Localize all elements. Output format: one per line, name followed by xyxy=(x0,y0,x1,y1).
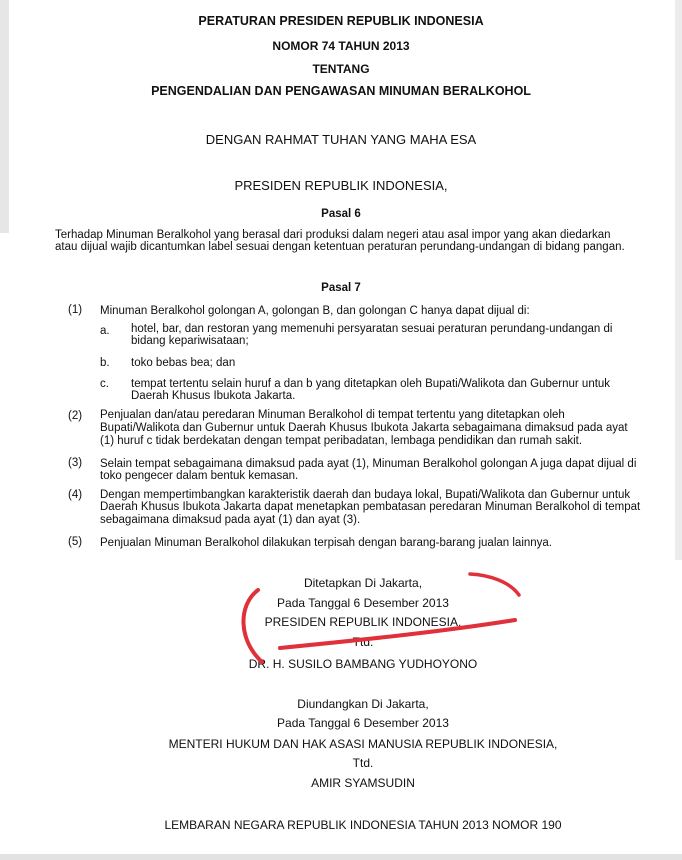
paragraph-2-line-2: Bupati/Walikota dan Gubernur untuk Daerah Khusus Ibukota Jakarta sebagaimana dimaksud pada ayat xyxy=(100,422,628,434)
signature-ttd: Ttd. xyxy=(352,635,374,649)
promulgation-ttd: Ttd. xyxy=(352,756,374,770)
item-c-line-2: Daerah Khusus Ibukota Jakarta. xyxy=(131,390,296,402)
title-line-1: PERATURAN PRESIDEN REPUBLIK INDONESIA xyxy=(198,14,484,28)
promulgation-office: MENTERI HUKUM DAN HAK ASASI MANUSIA REPUBLIK INDONESIA, xyxy=(168,737,558,751)
signature-date: Pada Tanggal 6 Desember 2013 xyxy=(277,596,449,610)
item-a-line-1: hotel, bar, dan restoran yang memenuhi persyaratan sesuai peraturan perundang-undangan di xyxy=(131,323,613,335)
item-a-line-2: bidang kepariwisataan; xyxy=(131,335,249,347)
paragraph-4-line-2: Daerah Khusus Ibukota Jakarta dapat menetapkan pembatasan peredaran Minuman Beralkohol di tempat xyxy=(100,501,641,513)
signature-office: PRESIDEN REPUBLIK INDONESIA, xyxy=(264,615,462,629)
paragraph-3-number: (3) xyxy=(68,457,83,469)
paragraph-2-line-1: Penjualan dan/atau peredaran Minuman Beralkohol di tempat tertentu yang ditetapkan oleh xyxy=(100,409,565,421)
item-b-line-1: toko bebas bea; dan xyxy=(131,357,236,369)
bottom-strip xyxy=(0,854,682,860)
paragraph-2-line-3: (1) huruf c tidak berdekatan dengan tempat peribadatan, lembaga pendidikan dan rumah sakit. xyxy=(100,435,583,447)
title-line-2: NOMOR 74 TAHUN 2013 xyxy=(272,39,410,53)
title-line-4: PENGENDALIAN DAN PENGAWASAN MINUMAN BERALKOHOL xyxy=(151,84,531,98)
gazette-footer: LEMBARAN NEGARA REPUBLIK INDONESIA TAHUN 2013 NOMOR 190 xyxy=(164,818,562,832)
paragraph-4-number: (4) xyxy=(68,489,83,501)
paragraph-2-number: (2) xyxy=(68,410,83,422)
promulgation-date: Pada Tanggal 6 Desember 2013 xyxy=(277,716,449,730)
promulgation-place: Diundangkan Di Jakarta, xyxy=(297,697,429,711)
item-a-letter: a. xyxy=(100,325,110,337)
promulgation-name: AMIR SYAMSUDIN xyxy=(311,776,415,790)
title-line-3: TENTANG xyxy=(312,62,370,76)
item-b-letter: b. xyxy=(100,357,110,369)
paragraph-1-text: Minuman Beralkohol golongan A, golongan B, dan golongan C hanya dapat dijual di: xyxy=(100,305,530,317)
paragraph-4-line-3: sebagaimana dimaksud pada ayat (1) dan ayat (3). xyxy=(100,514,361,526)
item-c-line-1: tempat tertentu selain huruf a dan b yang ditetapkan oleh Bupati/Walikota dan Gubernur untuk xyxy=(131,378,611,390)
item-c-letter: c. xyxy=(100,378,109,390)
paragraph-1-number: (1) xyxy=(68,304,83,316)
president-heading: PRESIDEN REPUBLIK INDONESIA, xyxy=(234,178,448,193)
paragraph-5-number: (5) xyxy=(68,536,83,548)
paragraph-4-line-1: Dengan mempertimbangkan karakteristik daerah dan budaya lokal, Bupati/Walikota dan Gubernur untuk xyxy=(100,489,631,501)
signature-name: DR. H. SUSILO BAMBANG YUDHOYONO xyxy=(248,657,478,671)
invocation: DENGAN RAHMAT TUHAN YANG MAHA ESA xyxy=(205,132,477,147)
paragraph-3-line-2: toko pengecer dalam bentuk kemasan. xyxy=(100,470,299,482)
pasal-6-line-2: atau dijual wajib dicantumkan label sesuai dengan ketentuan peraturan perundang-undangan di bidang pangan. xyxy=(55,241,625,253)
pasal-7-title: Pasal 7 xyxy=(321,282,361,294)
paragraph-3-line-1: Selain tempat sebagaimana dimaksud pada ayat (1), Minuman Beralkohol golongan A juga dapat dijual di xyxy=(100,458,637,470)
paragraph-5-line-1: Penjualan Minuman Beralkohol dilakukan terpisah dengan barang-barang jualan lainnya. xyxy=(100,537,553,549)
signature-place: Ditetapkan Di Jakarta, xyxy=(303,576,423,590)
pasal-6-line-1: Terhadap Minuman Beralkohol yang berasal dari produksi dalam negeri atau asal impor yang akan diedarkan xyxy=(55,229,611,241)
pasal-6-title: Pasal 6 xyxy=(321,208,361,220)
